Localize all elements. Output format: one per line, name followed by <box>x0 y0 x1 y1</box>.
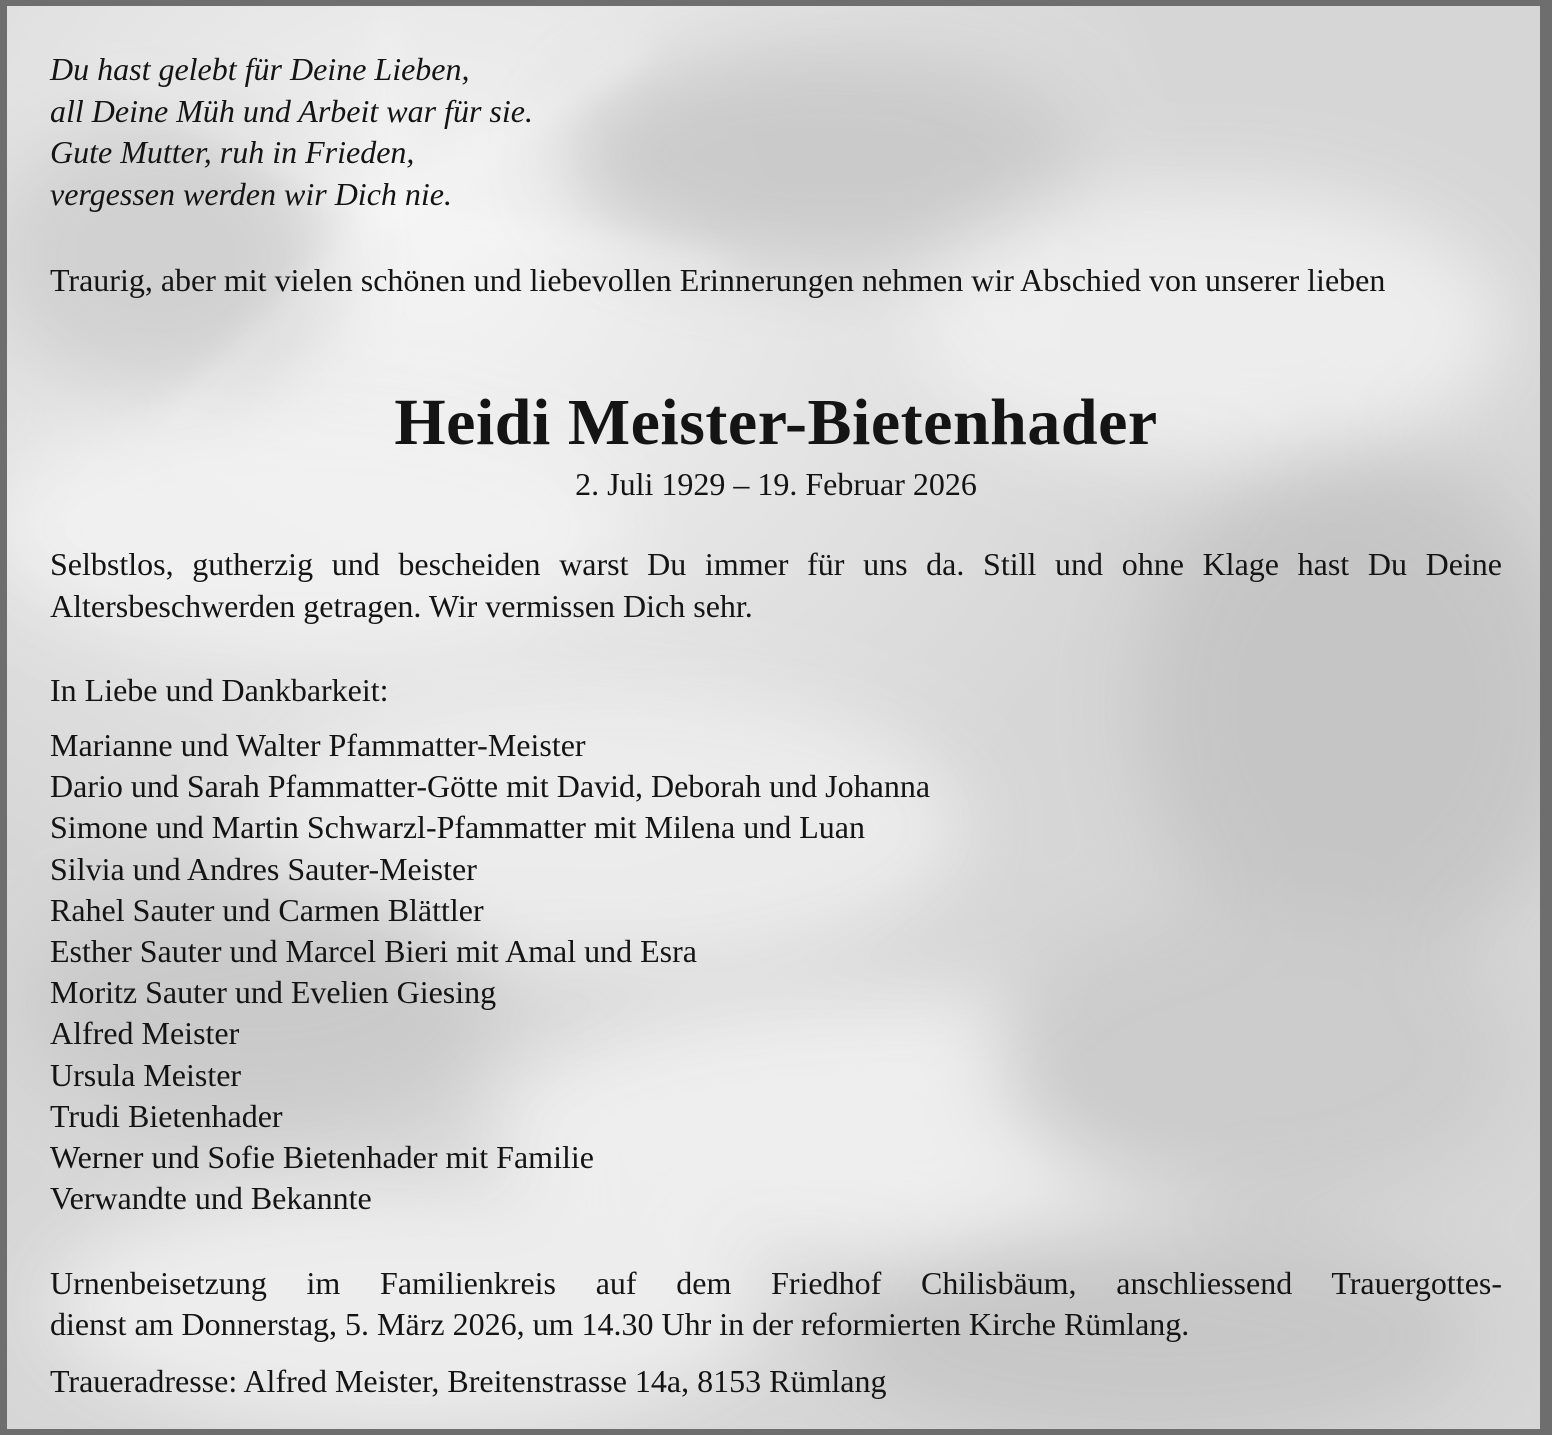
mourner-entry: Alfred Meister <box>50 1015 240 1052</box>
mourner-entry: Werner und Sofie Bietenhader mit Familie <box>50 1139 594 1176</box>
mourner-entry: Silvia und Andres Sauter-Meister <box>50 850 477 887</box>
thanks-heading: In Liebe und Dankbarkeit: <box>50 672 389 708</box>
poem-line: Gute Mutter, ruh in Frieden, <box>50 134 415 170</box>
mourners-list <box>50 725 930 1219</box>
poem-line: Du hast gelebt für Deine Lieben, <box>50 51 470 87</box>
mourner-entry: Ursula Meister <box>50 1056 242 1093</box>
mourning-address: Traueradresse: Alfred Meister, Breitenstrasse 14a, 8153 Rümlang <box>50 1363 887 1399</box>
life-dates: 2. Juli 1929 – 19. Februar 2026 <box>575 466 977 502</box>
service-information <box>50 1263 1502 1345</box>
mourner-entry: Trudi Bietenhader <box>50 1097 283 1134</box>
service-line: Urnenbeisetzung im Familienkreis auf dem Friedhof Chilisbäum, anschliessend Trauergottes- <box>50 1265 1502 1301</box>
mourner-entry: Rahel Sauter und Carmen Blättler <box>50 891 484 928</box>
poem-line: all Deine Müh und Arbeit war für sie. <box>50 92 533 129</box>
mourner-entry: Dario und Sarah Pfammatter-Götte mit David, Deborah und Johanna <box>50 768 931 805</box>
deceased-name: Heidi Meister-Bietenhader <box>394 386 1158 459</box>
mourner-entry: Marianne und Walter Pfammatter-Meister <box>50 727 586 763</box>
memorial-poem <box>50 49 533 215</box>
mourner-entry: Verwandte und Bekannte <box>50 1180 372 1217</box>
service-line: dienst am Donnerstag, 5. März 2026, um 14.30 Uhr in der reformierten Kirche Rümlang. <box>50 1306 1190 1342</box>
poem-line: vergessen werden wir Dich nie. <box>50 175 452 212</box>
mourner-entry: Esther Sauter und Marcel Bieri mit Amal und Esra <box>50 933 697 970</box>
intro-text: Traurig, aber mit vielen schönen und liebevollen Erinnerungen nehmen wir Abschied von unserer lieben <box>50 262 1386 298</box>
tribute-text: Selbstlos, gutherzig und bescheiden warst Du immer für uns da. Still und ohne Klage hast Du Deine Altersbeschwerden getragen. Wir vermissen Dich sehr. <box>50 546 1502 624</box>
mourner-entry: Moritz Sauter und Evelien Giesing <box>50 974 497 1011</box>
mourner-entry: Simone und Martin Schwarzl-Pfammatter mit Milena und Luan <box>50 809 865 846</box>
